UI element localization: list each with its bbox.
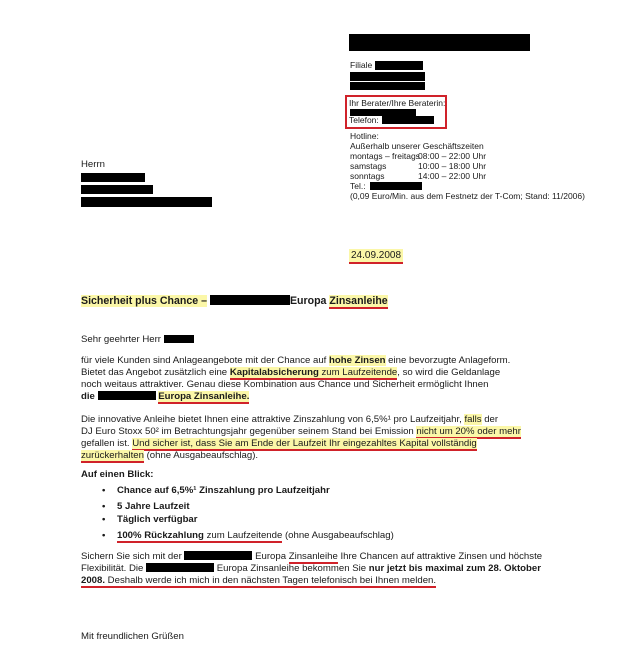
para3-text: Sichern Sie sich mit der xyxy=(81,551,182,562)
deadline-text: nur jetzt bis maximal zum 28. Oktober xyxy=(368,563,541,574)
glance-title: Auf einen Blick: xyxy=(81,469,154,480)
hotline-time-1: 10:00 – 18:00 Uhr xyxy=(418,161,487,171)
bullet-icon: • xyxy=(102,501,106,512)
closing: Mit freundlichen Grüßen xyxy=(81,631,184,642)
glance-list xyxy=(102,485,394,544)
redacted-bank-name xyxy=(349,34,530,51)
redacted-phone xyxy=(382,116,434,124)
condition-highlight: falls xyxy=(464,414,482,425)
para1-line4 xyxy=(81,391,249,403)
glance-item-text: (ohne Ausgabeaufschlag) xyxy=(282,530,394,541)
redacted-product-name-3 xyxy=(184,551,252,560)
para3-text: Ihre Chancen auf attraktive Zinsen und höchste xyxy=(337,551,543,562)
hotline-day-0: montags – freitags xyxy=(350,151,420,161)
date-value: 24.09.2008 xyxy=(349,249,403,264)
glance-item xyxy=(102,501,394,514)
para3-line3 xyxy=(81,575,436,587)
subject-part2: Europa xyxy=(289,295,327,307)
maturity-highlight: zum Laufzeitende xyxy=(318,367,398,378)
para1-line2 xyxy=(81,367,500,379)
subject-part3: Zinsanleihe xyxy=(329,295,388,307)
bullet-icon: • xyxy=(102,485,106,496)
para1-line1 xyxy=(81,355,510,367)
glance-item-text: 5 Jahre Laufzeit xyxy=(117,501,190,512)
para2-line4 xyxy=(81,450,258,462)
para1-text: die xyxy=(81,391,95,402)
redacted-city xyxy=(350,82,425,90)
para2-line1 xyxy=(81,414,498,426)
full-repayment-highlight: 100% Rückzahlung xyxy=(117,530,204,541)
hotline-note: (0,09 Euro/Min. aus dem Festnetz der T-Com; Stand: 11/2006) xyxy=(350,191,585,201)
product-name-highlight: Europa Zinsanleihe. xyxy=(158,391,250,402)
glance-item xyxy=(102,514,394,530)
callback-notice: Deshalb werde ich mich in den nächsten Tagen telefonisch bei Ihnen melden. xyxy=(105,575,437,586)
para1-line3: noch weitaus attraktiver. Genau diese Kombination aus Chance und Sicherheit ermöglicht Ihnen xyxy=(81,379,489,390)
para2-text: (ohne Ausgabeaufschlag). xyxy=(143,450,259,461)
letter-date xyxy=(349,250,403,262)
high-interest-highlight: hohe Zinsen xyxy=(329,355,386,366)
deadline-year: 2008. xyxy=(81,575,106,586)
para1-text: für viele Kunden sind Anlageangebote mit der Chance auf xyxy=(81,355,330,366)
redacted-street xyxy=(350,72,425,81)
redacted-hotline-number xyxy=(370,182,422,190)
para2-text: Die innovative Anleihe bietet Ihnen eine attraktive Zinszahlung von 6,5%¹ pro Laufzeitjahr, xyxy=(81,414,465,425)
para3-line1 xyxy=(81,551,542,563)
glance-item-text: Chance auf 6,5%¹ Zinszahlung pro Laufzeitjahr xyxy=(117,485,330,496)
para2-text: der xyxy=(481,414,499,425)
capital-return-highlight: Und sicher ist, dass Sie am Ende der Laufzeit Ihr eingezahltes Kapital vollständig xyxy=(132,438,477,449)
hotline-time-2: 14:00 – 22:00 Uhr xyxy=(418,171,487,181)
para3-text: Flexibilität. Die xyxy=(81,563,144,574)
filiale-label: Filiale xyxy=(350,60,373,70)
phone-label: Telefon: xyxy=(349,115,379,125)
glance-item xyxy=(102,530,394,544)
maturity-text: zum Laufzeitende xyxy=(203,530,283,541)
bullet-icon: • xyxy=(102,530,106,541)
para3-text: Europa xyxy=(255,551,289,562)
recipient-salutation: Herrn xyxy=(81,159,105,170)
para2-text: gefallen ist. xyxy=(81,438,133,449)
para1-text: Bietet das Angebot zusätzlich eine xyxy=(81,367,230,378)
threshold-highlight: nicht um 20% oder mehr xyxy=(416,426,521,437)
redacted-recipient-street xyxy=(81,185,153,194)
redacted-greeting-name xyxy=(164,335,194,343)
redacted-product-name-4 xyxy=(146,563,214,572)
capital-return-highlight-2: zurückerhalten xyxy=(81,450,144,461)
hotline-day-1: samstags xyxy=(350,161,387,171)
hotline-time-0: 08:00 – 22:00 Uhr xyxy=(418,151,487,161)
para1-text: eine bevorzugte Anlageform. xyxy=(385,355,511,366)
hotline-tel-label: Tel.: xyxy=(350,181,366,191)
hotline-subtitle: Außerhalb unserer Geschäftszeiten xyxy=(350,141,484,151)
glance-item xyxy=(102,485,394,501)
bullet-icon: • xyxy=(102,514,106,525)
advisor-label: Ihr Berater/Ihre Beraterin: xyxy=(349,98,446,108)
bond-name-underline: Zinsanleihe xyxy=(288,551,338,562)
subject-line xyxy=(81,295,388,307)
redacted-recipient-city xyxy=(81,197,212,207)
glance-item-text: Täglich verfügbar xyxy=(117,514,198,525)
para1-text: , so wird die Geldanlage xyxy=(397,367,501,378)
greeting xyxy=(81,334,194,346)
para2-line3 xyxy=(81,438,477,450)
hotline-day-2: sonntags xyxy=(350,171,385,181)
redacted-product-name-2 xyxy=(98,391,156,400)
capital-protection-highlight: Kapitalabsicherung xyxy=(229,367,319,378)
redacted-product-name xyxy=(210,295,290,305)
para3-text: Europa Zinsanleihe bekommen Sie xyxy=(216,563,369,574)
redacted-recipient-name xyxy=(81,173,145,182)
greeting-text: Sehr geehrter Herr xyxy=(81,334,161,345)
redacted-branch xyxy=(375,61,423,70)
para2-line2 xyxy=(81,426,521,438)
hotline-title: Hotline: xyxy=(350,131,379,141)
para3-line2 xyxy=(81,563,541,575)
para2-text: DJ Euro Stoxx 50² im Betrachtungsjahr gegenüber seinem Stand bei Emission xyxy=(81,426,417,437)
subject-part1: Sicherheit plus Chance – xyxy=(81,295,207,307)
